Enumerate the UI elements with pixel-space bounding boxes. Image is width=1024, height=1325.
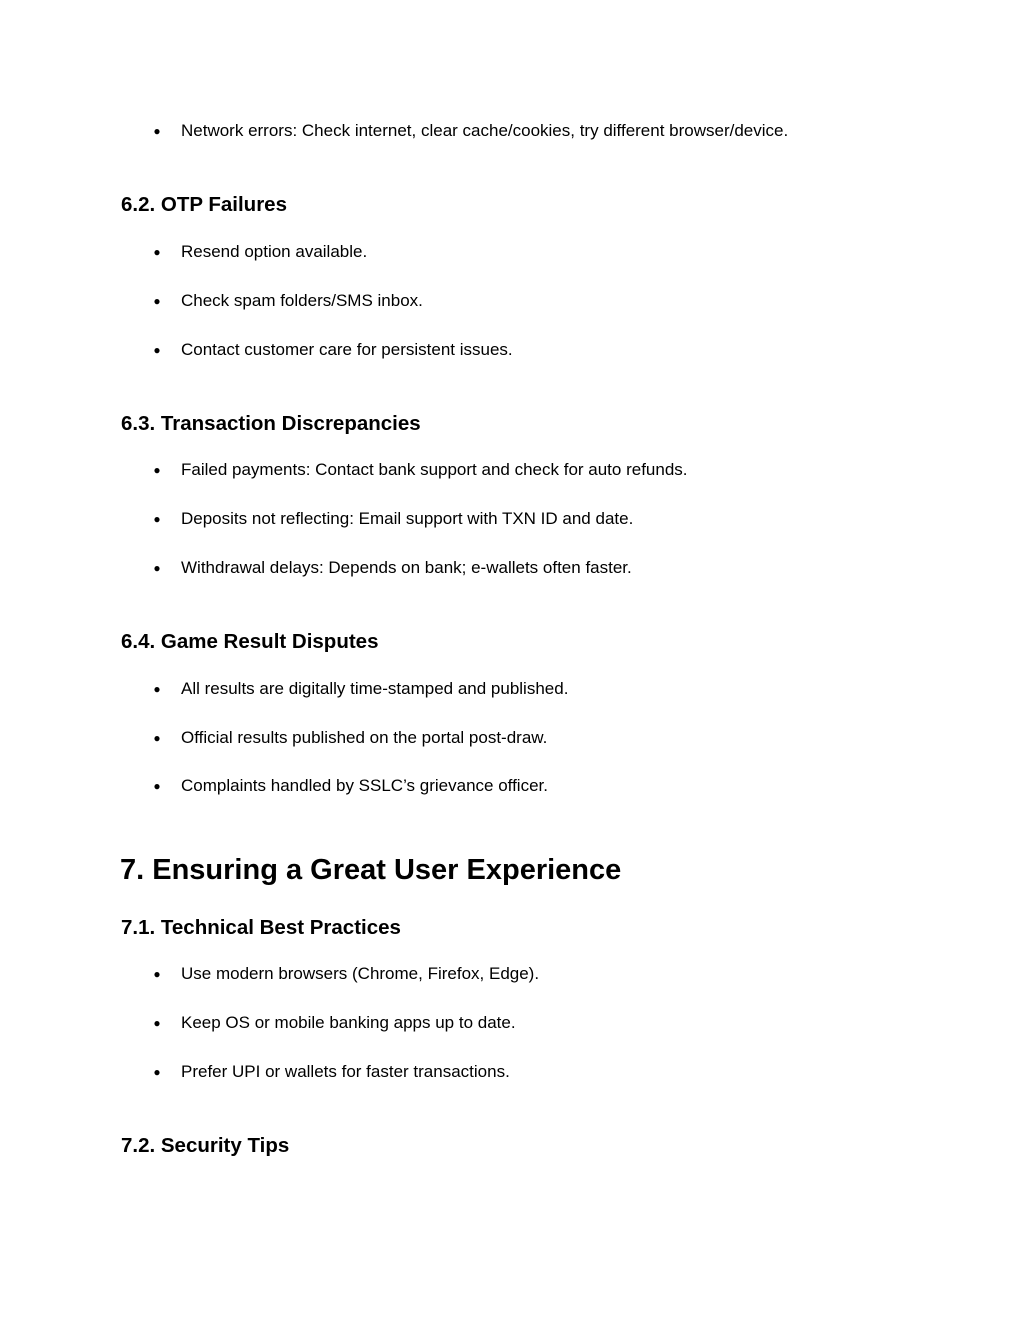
bullet-icon: ● <box>153 1065 161 1079</box>
list-item <box>150 507 930 531</box>
list-item <box>150 726 930 750</box>
list-item-text: Failed payments: Contact bank support and check for auto refunds. <box>181 460 688 479</box>
bullet-icon: ● <box>153 463 161 477</box>
list-item <box>150 338 930 362</box>
section-heading-6-4: 6.4. Game Result Disputes <box>121 630 379 653</box>
list-item-text: Keep OS or mobile banking apps up to date. <box>181 1013 516 1032</box>
list-item <box>150 774 930 798</box>
list-item-text: Resend option available. <box>181 242 368 261</box>
list-item-text: Use modern browsers (Chrome, Firefox, Edge). <box>181 964 540 983</box>
list-item-text: Contact customer care for persistent issues. <box>181 340 513 359</box>
list-item-text: Withdrawal delays: Depends on bank; e‑wallets often faster. <box>181 558 632 577</box>
section-heading-6-3: 6.3. Transaction Discrepancies <box>121 412 421 435</box>
bullet-icon: ● <box>153 343 161 357</box>
bullet-icon: ● <box>153 561 161 575</box>
bullet-icon: ● <box>153 294 161 308</box>
list-item-text: Deposits not reflecting: Email support with TXN ID and date. <box>181 509 634 528</box>
bullet-icon: ● <box>153 124 161 138</box>
section-heading-6-2: 6.2. OTP Failures <box>121 193 287 216</box>
list-item-text: Prefer UPI or wallets for faster transactions. <box>181 1062 510 1081</box>
list-item <box>150 1011 930 1035</box>
bullet-icon: ● <box>153 682 161 696</box>
list-item-text: All results are digitally time-stamped and published. <box>181 679 569 698</box>
bullet-icon: ● <box>153 779 161 793</box>
bullet-icon: ● <box>153 731 161 745</box>
bullet-icon: ● <box>153 1016 161 1030</box>
section-heading-7-1: 7.1. Technical Best Practices <box>121 916 401 939</box>
list-item-text: Complaints handled by SSLC’s grievance officer. <box>181 776 548 795</box>
list-item <box>150 1060 930 1084</box>
list-item <box>150 677 930 701</box>
bullet-icon: ● <box>153 512 161 526</box>
list-item <box>150 119 930 143</box>
section-heading-7: 7. Ensuring a Great User Experience <box>120 854 622 886</box>
list-item-text: Check spam folders/SMS inbox. <box>181 291 423 310</box>
section-heading-7-2: 7.2. Security Tips <box>121 1134 290 1157</box>
list-item <box>150 240 930 264</box>
list-item-text: Network errors: Check internet, clear cache/cookies, try different browser/device. <box>181 121 789 140</box>
list-item <box>150 556 930 580</box>
list-item <box>150 289 930 313</box>
list-item <box>150 458 930 482</box>
bullet-icon: ● <box>153 245 161 259</box>
list-item-text: Official results published on the portal post-draw. <box>181 728 548 747</box>
bullet-icon: ● <box>153 967 161 981</box>
list-item <box>150 962 930 986</box>
